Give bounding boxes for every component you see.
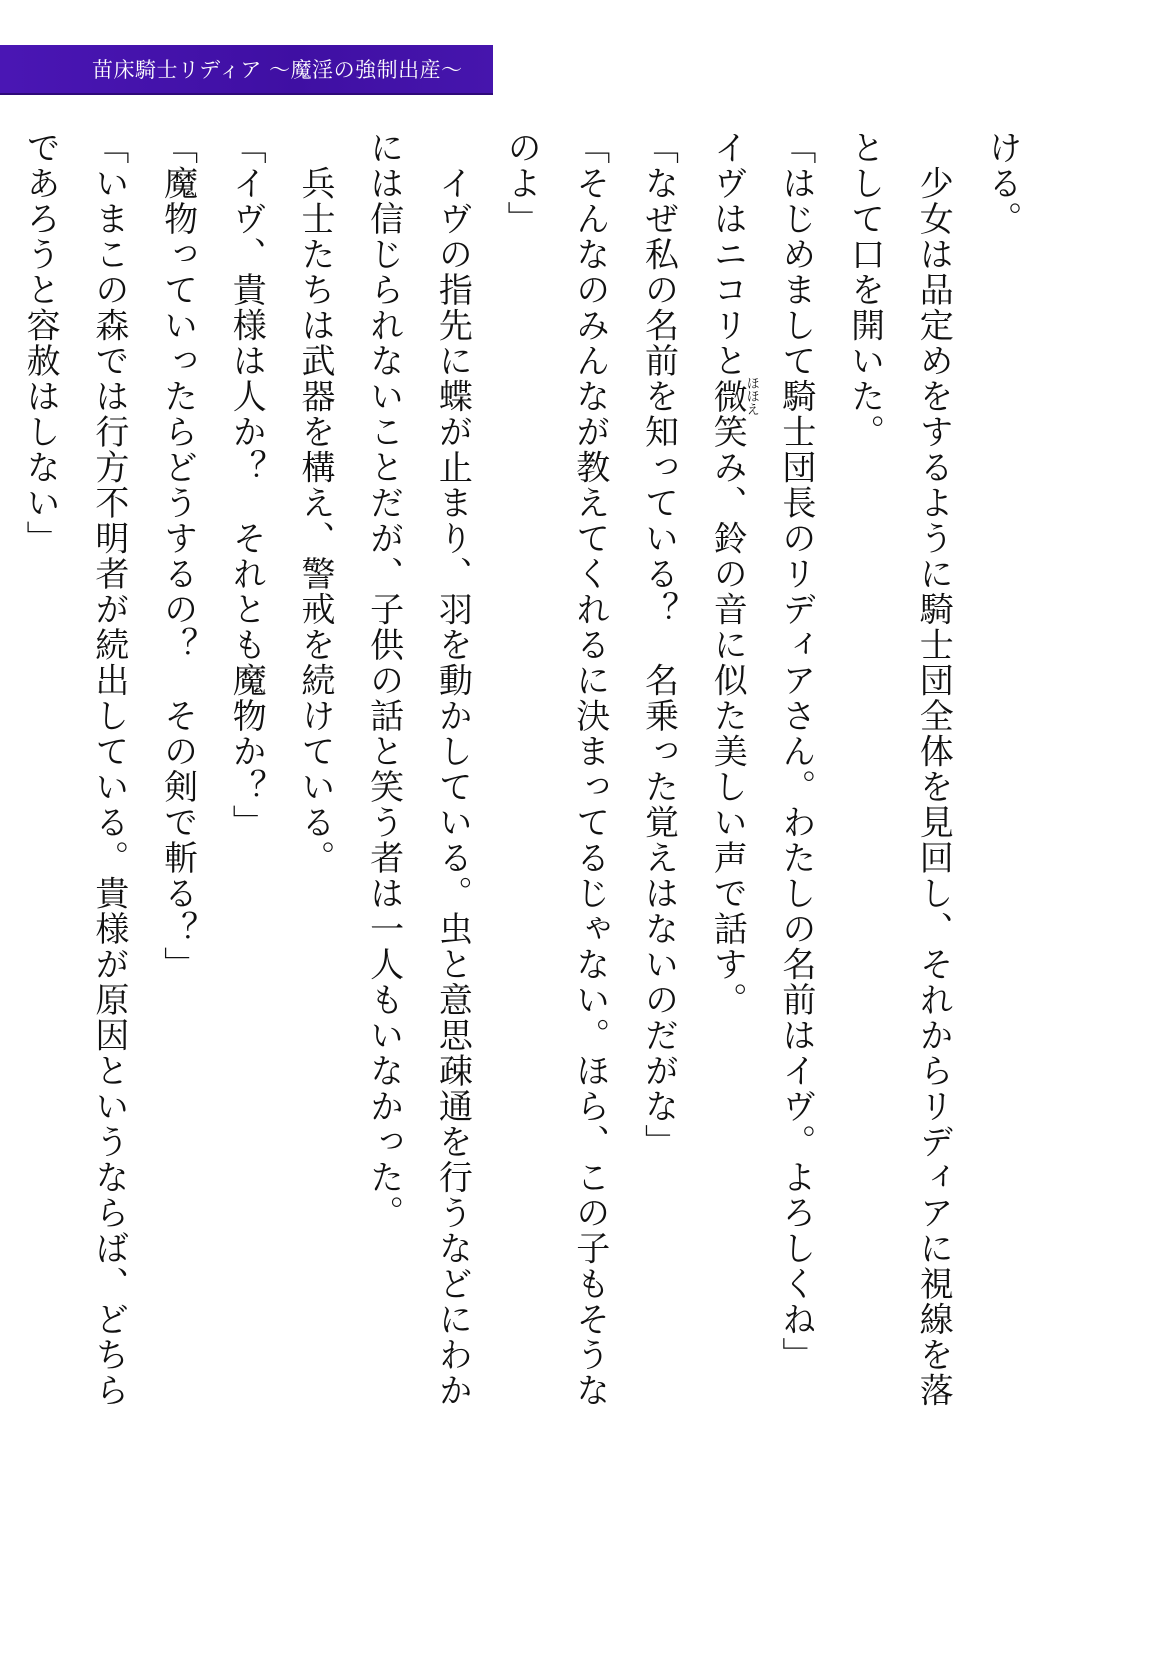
text-segment: イヴはニコリと — [707, 130, 748, 379]
text-line: 「はじめまして騎士団長のリディアさん。わたしの名前はイヴ。よろしくね」 — [775, 130, 816, 1373]
text-line: イヴの指先に蝶が止まり、羽を動かしている。虫と意思疎通を行うなどにわか — [432, 130, 473, 1408]
ruby-word — [707, 376, 759, 416]
text-line: のよ」 — [501, 130, 542, 237]
text-line: 少女は品定めをするように騎士団全体を見回し、それからリディアに視線を落 — [913, 130, 954, 1408]
ruby-base: 微 — [707, 376, 748, 416]
text-line: 「いまこの森では行方不明者が続出している。貴様が原因というならば、どちら — [88, 130, 129, 1408]
book-title: 苗床騎士リディア 〜魔淫の強制出産〜 — [92, 58, 463, 82]
text-line: 兵士たちは武器を構え、警戒を続けている。 — [294, 130, 335, 876]
text-segment: 笑み、鈴の音に似た美しい声で話す。 — [707, 414, 748, 1018]
text-line-with-ruby — [692, 130, 761, 1600]
text-line: 「イヴ、貴様は人か？ それとも魔物か？」 — [226, 130, 267, 840]
text-line: ける。 — [982, 130, 1022, 237]
text-line: として口を開いた。 — [844, 130, 885, 450]
header-banner — [0, 45, 493, 95]
text-line: には信じられないことだが、子供の話と笑う者は一人もいなかった。 — [363, 130, 404, 1231]
text-line: 「なぜ私の名前を知っている？ 名乗った覚えはないのだがな」 — [638, 130, 679, 1160]
text-line: であろうと容赦はしない」 — [20, 130, 61, 556]
text-line: 「魔物っていったらどうするの？ その剣で斬る？」 — [157, 130, 198, 982]
vertical-body-text — [5, 130, 1036, 1600]
ruby-reading: ほほえ — [743, 376, 759, 416]
text-line: 「そんなのみんなが教えてくれるに決まってるじゃない。ほら、この子もそうな — [569, 130, 610, 1408]
